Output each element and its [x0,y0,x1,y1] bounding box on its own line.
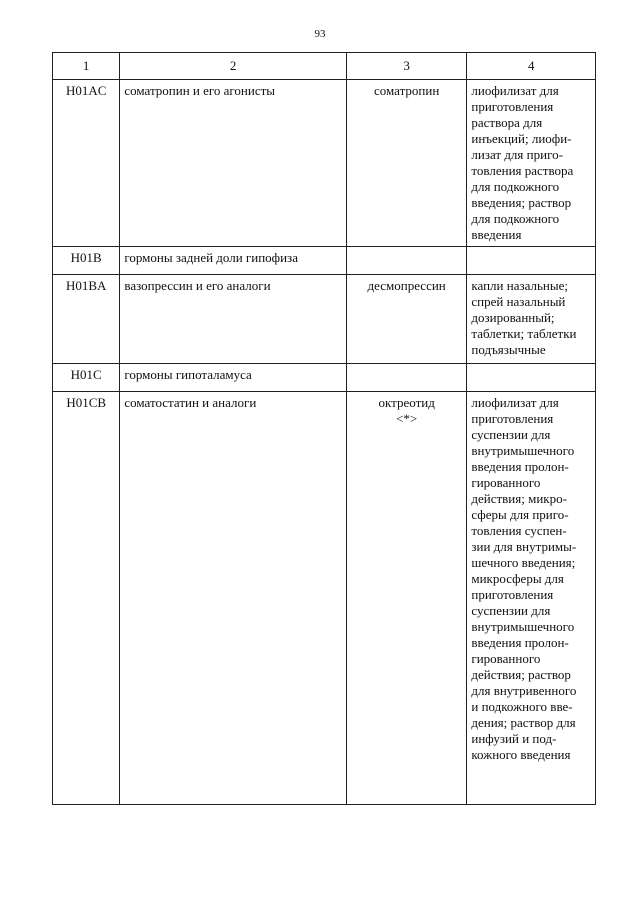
group-name-cell: вазопрессин и его аналоги [120,275,347,364]
atc-code-cell: H01BA [53,275,120,364]
table-header-row [53,53,596,80]
dosage-form-cell [467,247,596,275]
drug-name-cell [346,364,466,392]
column-header-4: 4 [467,53,596,80]
group-name-cell: гормоны задней доли гипофиза [120,247,347,275]
drug-name-cell [346,247,466,275]
table-row [53,275,596,364]
atc-code-cell: H01CB [53,392,120,805]
atc-code-cell: H01C [53,364,120,392]
atc-code-cell: H01AC [53,80,120,247]
atc-drug-table [52,52,596,805]
dosage-form-cell: лиофилизат для приготовления суспензии для внутримышечного введения пролон- гированного действия; микро- сферы для приго- товления суспен- зии для внутримы- шечного введения; микросферы для приготовления суспензии для внутримышечного введения пролон- гированного действия; раствор для внутривенного и подкожного вве- дения; раствор для инфузий и под- кожного введения [467,392,596,805]
table-row [53,392,596,805]
table-row [53,364,596,392]
drug-name-cell: октреотид <*> [346,392,466,805]
drug-name-cell: соматропин [346,80,466,247]
column-header-2: 2 [120,53,347,80]
group-name-cell: гормоны гипоталамуса [120,364,347,392]
dosage-form-cell [467,364,596,392]
atc-code-cell: H01B [53,247,120,275]
table-row [53,80,596,247]
table-row [53,247,596,275]
drug-name-cell: десмопрессин [346,275,466,364]
group-name-cell: соматропин и его агонисты [120,80,347,247]
dosage-form-cell: капли назальные; спрей назальный дозированный; таблетки; таблетки подъязычные [467,275,596,364]
column-header-1: 1 [53,53,120,80]
group-name-cell: соматостатин и аналоги [120,392,347,805]
dosage-form-cell: лиофилизат для приготовления раствора для инъекций; лиофи- лизат для приго- товления раствора для подкожного введения; раствор для подкожного введения [467,80,596,247]
page-number: 93 [314,28,326,40]
column-header-3: 3 [346,53,466,80]
